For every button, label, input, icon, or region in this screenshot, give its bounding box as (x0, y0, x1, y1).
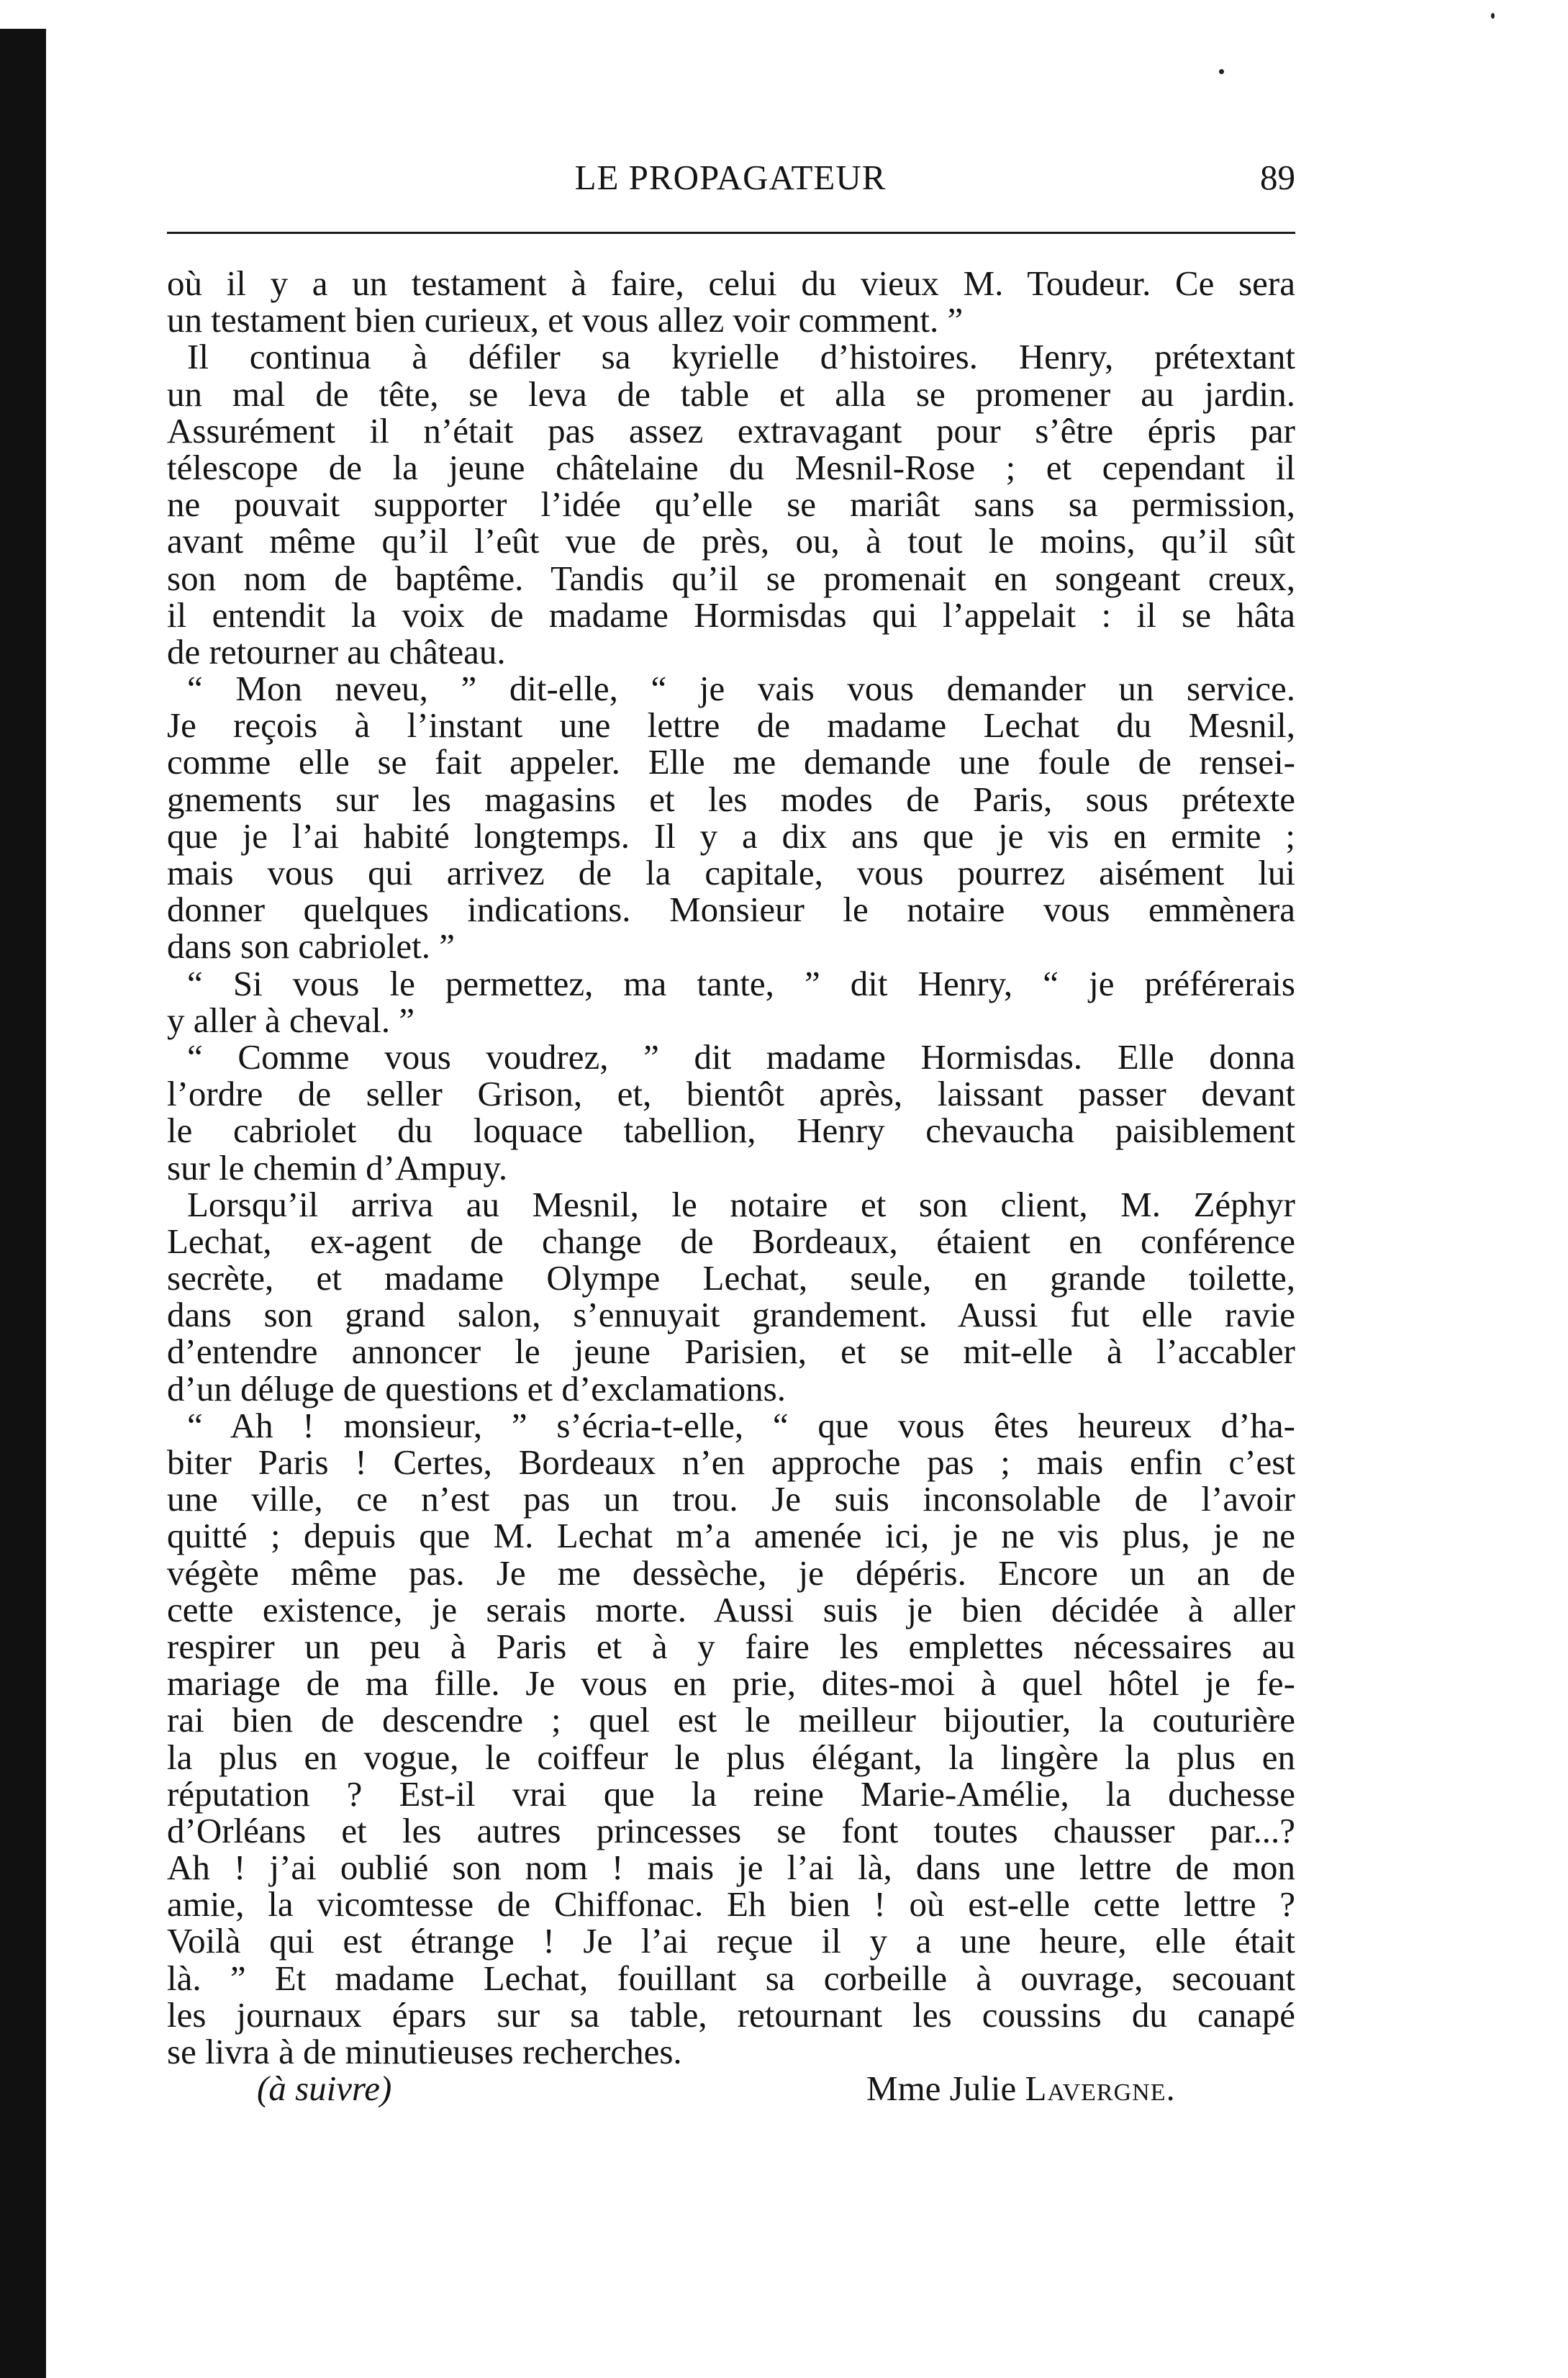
text-line: une ville, ce n’est pas un trou. Je suis inconsolable de l’avoir (167, 1479, 1295, 1519)
text-line: se livra à de minutieuses recherches. (167, 2032, 682, 2071)
text-line: le cabriolet du loquace tabellion, Henry chevaucha paisiblement (167, 1111, 1295, 1151)
text-line: Il continua à défiler sa kyrielle d’histoires. Henry, prétextant (187, 337, 1295, 377)
text-line: d’entendre annoncer le jeune Parisien, et se mit-elle à l’accabler (167, 1332, 1295, 1372)
text-line: Ah ! j’ai oublié son nom ! mais je l’ai là, dans une lettre de mon (167, 1848, 1295, 1888)
text-line: télescope de la jeune châtelaine du Mesnil-Rose ; et cependant il (167, 447, 1295, 487)
continue-note: (à suivre) (257, 2069, 392, 2109)
text-line: Lorsqu’il arriva au Mesnil, le notaire et son client, M. Zéphyr (187, 1184, 1295, 1224)
text-line: d’un déluge de questions et d’exclamations. (167, 1368, 786, 1409)
text-line: l’ordre de seller Grison, et, bientôt après, laissant passer devant (167, 1074, 1295, 1114)
page-binding-edge (0, 29, 46, 2378)
author-surname: Lavergne. (1025, 2069, 1176, 2109)
page-header (166, 157, 1295, 207)
text-line: il entendit la voix de madame Hormisdas qui l’appelait : il se hâta (167, 594, 1295, 635)
text-line: secrète, et madame Olympe Lechat, seule, en grande toilette, (167, 1258, 1295, 1298)
text-line: Voilà qui est étrange ! Je l’ai reçue il y a une heure, elle était (167, 1921, 1295, 1961)
text-line: mariage de ma fille. Je vous en prie, dites-moi à quel hôtel je fe- (167, 1663, 1295, 1704)
text-line: Assurément il n’était pas assez extravagant pour s’être épris par (167, 410, 1295, 451)
text-line: que je l’ai habité longtemps. Il y a dix ans que je vis en ermite ; (167, 815, 1295, 856)
text-line: cette existence, je serais morte. Aussi suis je bien décidée à aller (167, 1589, 1295, 1629)
text-line: la plus en vogue, le coiffeur le plus élégant, la lingère la plus en (167, 1737, 1295, 1777)
text-line: ne pouvait supporter l’idée qu’elle se mariât sans sa permission, (167, 484, 1295, 525)
text-line: mais vous qui arrivez de la capitale, vous pourrez aisément lui (167, 853, 1295, 892)
text-line: là. ” Et madame Lechat, fouillant sa corbeille à ouvrage, secouant (167, 1958, 1295, 1998)
text-line: comme elle se fait appeler. Elle me demande une foule de rensei- (167, 742, 1295, 782)
header-rule (167, 232, 1295, 234)
text-line: avant même qu’il l’eût vue de près, ou, à tout le moins, qu’il sût (167, 521, 1295, 561)
author-signature (866, 2070, 1176, 2107)
text-line: respirer un peu à Paris et à y faire les emplettes nécessaires au (167, 1626, 1295, 1666)
text-line: un mal de tête, se leva de table et alla se promener au jardin. (167, 374, 1295, 414)
body-text (167, 265, 1295, 2107)
text-line: “ Comme vous voudrez, ” dit madame Hormisdas. Elle donna (187, 1036, 1295, 1077)
text-line: réputation ? Est-il vrai que la reine Marie-Amélie, la duchesse (167, 1773, 1295, 1814)
text-line: “ Ah ! monsieur, ” s’écria-t-elle, “ que vous êtes heureux d’ha- (187, 1405, 1295, 1445)
text-line: biter Paris ! Certes, Bordeaux n’en approche pas ; mais enfin c’est (167, 1442, 1295, 1482)
text-line: “ Mon neveu, ” dit-elle, “ je vais vous demander un service. (187, 669, 1295, 709)
signature-line (167, 2070, 1295, 2107)
text-line: “ Si vous le permettez, ma tante, ” dit Henry, “ je préférerais (187, 963, 1295, 1003)
text-line: d’Orléans et les autres princesses se font toutes chausser par...? (167, 1810, 1295, 1850)
text-line: dans son grand salon, s’ennuyait grandement. Aussi fut elle ravie (167, 1295, 1295, 1335)
author-prefix: Mme Julie (866, 2069, 1025, 2109)
text-line: dans son cabriolet. ” (167, 926, 456, 967)
text-line: donner quelques indications. Monsieur le notaire vous emmènera (167, 890, 1295, 930)
running-title: LE PROPAGATEUR (574, 158, 887, 197)
text-line: y aller à cheval. ” (167, 1000, 415, 1040)
scan-speck (1491, 13, 1495, 19)
text-line: Lechat, ex-agent de change de Bordeaux, étaient en conférence (167, 1221, 1295, 1261)
text-line: Je reçois à l’instant une lettre de madame Lechat du Mesnil, (167, 705, 1295, 746)
text-line: les journaux épars sur sa table, retournant les coussins du canapé (167, 1994, 1295, 2035)
text-line: rai bien de descendre ; quel est le meilleur bijoutier, la couturière (167, 1700, 1295, 1740)
text-line: végète même pas. Je me dessèche, je dépéris. Encore un an de (167, 1552, 1295, 1593)
scan-speck (1219, 69, 1224, 74)
text-line: où il y a un testament à faire, celui du vieux M. Toudeur. Ce sera (167, 263, 1295, 303)
text-line: de retourner au château. (167, 631, 506, 672)
text-line: gnements sur les magasins et les modes de Paris, sous prétexte (167, 779, 1295, 819)
text-line: amie, la vicomtesse de Chiffonac. Eh bien ! où est-elle cette lettre ? (167, 1884, 1295, 1925)
page-number: 89 (1260, 158, 1295, 197)
text-line: son nom de baptême. Tandis qu’il se promenait en songeant creux, (167, 558, 1295, 598)
text-line: un testament bien curieux, et vous allez voir comment. ” (167, 300, 964, 340)
text-line: quitté ; depuis que M. Lechat m’a amenée ici, je ne vis plus, je ne (167, 1516, 1295, 1556)
text-line: sur le chemin d’Ampuy. (167, 1147, 508, 1188)
